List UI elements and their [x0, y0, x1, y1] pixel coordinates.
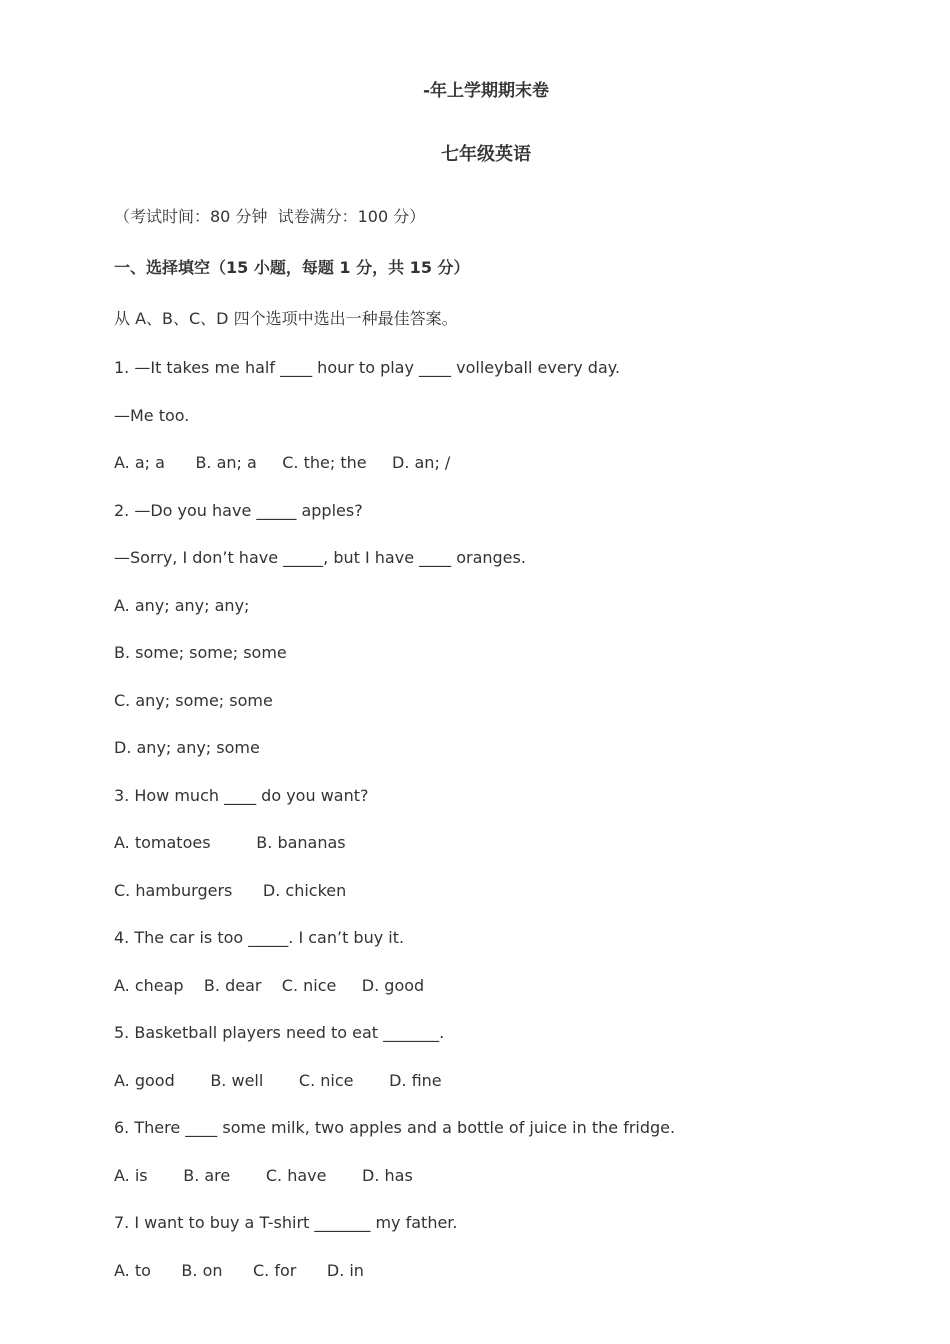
- question-line: 2. —Do you have _____ apples?: [114, 501, 363, 520]
- question-line: 3. How much ____ do you want?: [114, 786, 369, 805]
- exam-title: -年上学期期末卷: [422, 81, 550, 101]
- options-line: A. cheap B. dear C. nice D. good: [114, 976, 425, 995]
- exam-info: （考试时间：80 分钟 试卷满分：100 分）: [114, 207, 426, 226]
- options-line: A. good B. well C. nice D. fine: [114, 1071, 442, 1090]
- section-heading: 一、选择填空（15 小题，每题 1 分，共 15 分）: [114, 258, 470, 277]
- section-instruction: 从 A、B、C、D 四个选项中选出一种最佳答案。: [114, 309, 458, 328]
- question-line: 6. There ____ some milk, two apples and a bottle of juice in the fridge.: [114, 1118, 676, 1137]
- question-line: —Sorry, I don’t have _____, but I have ____ oranges.: [114, 548, 526, 567]
- options-line: A. to B. on C. for D. in: [114, 1261, 364, 1280]
- options-line: B. some; some; some: [114, 643, 287, 662]
- question-line: 1. —It takes me half ____ hour to play ____ volleyball every day.: [114, 358, 621, 377]
- options-line: C. any; some; some: [114, 691, 273, 710]
- options-line: A. any; any; any;: [114, 596, 250, 615]
- options-line: A. tomatoes B. bananas: [114, 833, 346, 852]
- options-line: A. a; a B. an; a C. the; the D. an; /: [114, 453, 451, 472]
- question-line: 5. Basketball players need to eat _______.: [114, 1023, 445, 1042]
- question-line: 7. I want to buy a T-shirt _______ my father.: [114, 1213, 458, 1232]
- exam-subtitle: 七年级英语: [441, 144, 531, 165]
- question-line: 4. The car is too _____. I can’t buy it.: [114, 928, 405, 947]
- options-line: A. is B. are C. have D. has: [114, 1166, 413, 1185]
- question-line: —Me too.: [114, 406, 190, 425]
- options-line: D. any; any; some: [114, 738, 260, 757]
- options-line: C. hamburgers D. chicken: [114, 881, 347, 900]
